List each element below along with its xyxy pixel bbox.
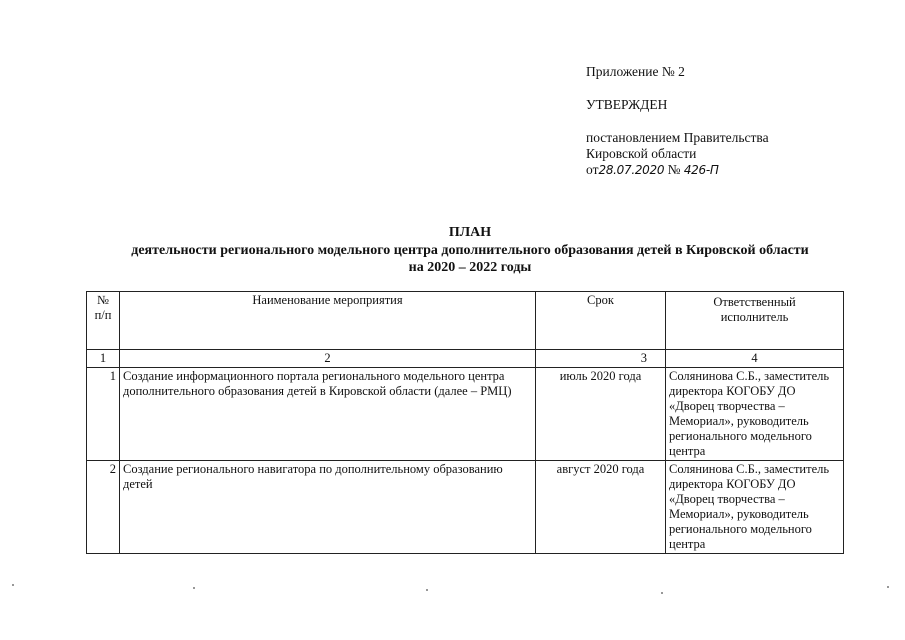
plan-title: ПЛАН bbox=[448, 225, 492, 240]
column-number: 1 bbox=[87, 350, 120, 368]
header-name: Наименование мероприятия bbox=[120, 292, 536, 350]
column-number: 4 bbox=[666, 350, 844, 368]
scan-speck bbox=[661, 592, 663, 594]
scan-speck bbox=[426, 589, 428, 591]
appendix-label: Приложение № 2 bbox=[586, 64, 685, 79]
scan-speck bbox=[887, 586, 889, 588]
header-responsible: Ответственный исполнитель bbox=[666, 292, 844, 350]
approval-block bbox=[586, 64, 886, 178]
table-header-row bbox=[87, 292, 844, 350]
table-row bbox=[87, 461, 844, 554]
plan-table bbox=[86, 291, 844, 554]
scan-speck bbox=[12, 584, 14, 586]
row-term: июль 2020 года bbox=[536, 368, 666, 461]
row-name: Создание регионального навигатора по дополнительному образованию детей bbox=[120, 461, 536, 554]
approved-label: УТВЕРЖДЕН bbox=[586, 97, 668, 112]
table-row bbox=[87, 368, 844, 461]
header-num: № п/п bbox=[87, 292, 120, 350]
row-term: август 2020 года bbox=[536, 461, 666, 554]
plan-subtitle-line1: деятельности регионального модельного центра дополнительного образования детей в Кировской области bbox=[131, 243, 809, 258]
row-name: Создание информационного портала регионального модельного центра дополнительного образования детей в Кировской области (далее – РМЦ) bbox=[120, 368, 536, 461]
plan-subtitle-line2: на 2020 – 2022 годы bbox=[408, 260, 532, 275]
column-number-row bbox=[87, 350, 844, 368]
scan-speck bbox=[193, 587, 195, 589]
row-num: 2 bbox=[87, 461, 120, 554]
approved-by-line2: Кировской области bbox=[586, 146, 697, 161]
handwritten-date: 28.07.2020 bbox=[598, 163, 665, 177]
row-responsible: Солянинова С.Б., заместитель директора КОГОБУ ДО «Дворец творчества – Мемориал», руководитель регионального модельного центра bbox=[666, 368, 844, 461]
row-num: 1 bbox=[87, 368, 120, 461]
approval-date-line bbox=[586, 162, 886, 178]
column-number: 3 bbox=[536, 350, 666, 368]
handwritten-number: 426-П bbox=[683, 163, 719, 177]
number-prefix: № bbox=[667, 162, 681, 177]
row-responsible: Солянинова С.Б., заместитель директора КОГОБУ ДО «Дворец творчества – Мемориал», руководитель регионального модельного центра bbox=[666, 461, 844, 554]
column-number: 2 bbox=[120, 350, 536, 368]
approved-by-line1: постановлением Правительства bbox=[586, 130, 769, 145]
header-term: Срок bbox=[536, 292, 666, 350]
date-prefix: от bbox=[586, 162, 599, 177]
